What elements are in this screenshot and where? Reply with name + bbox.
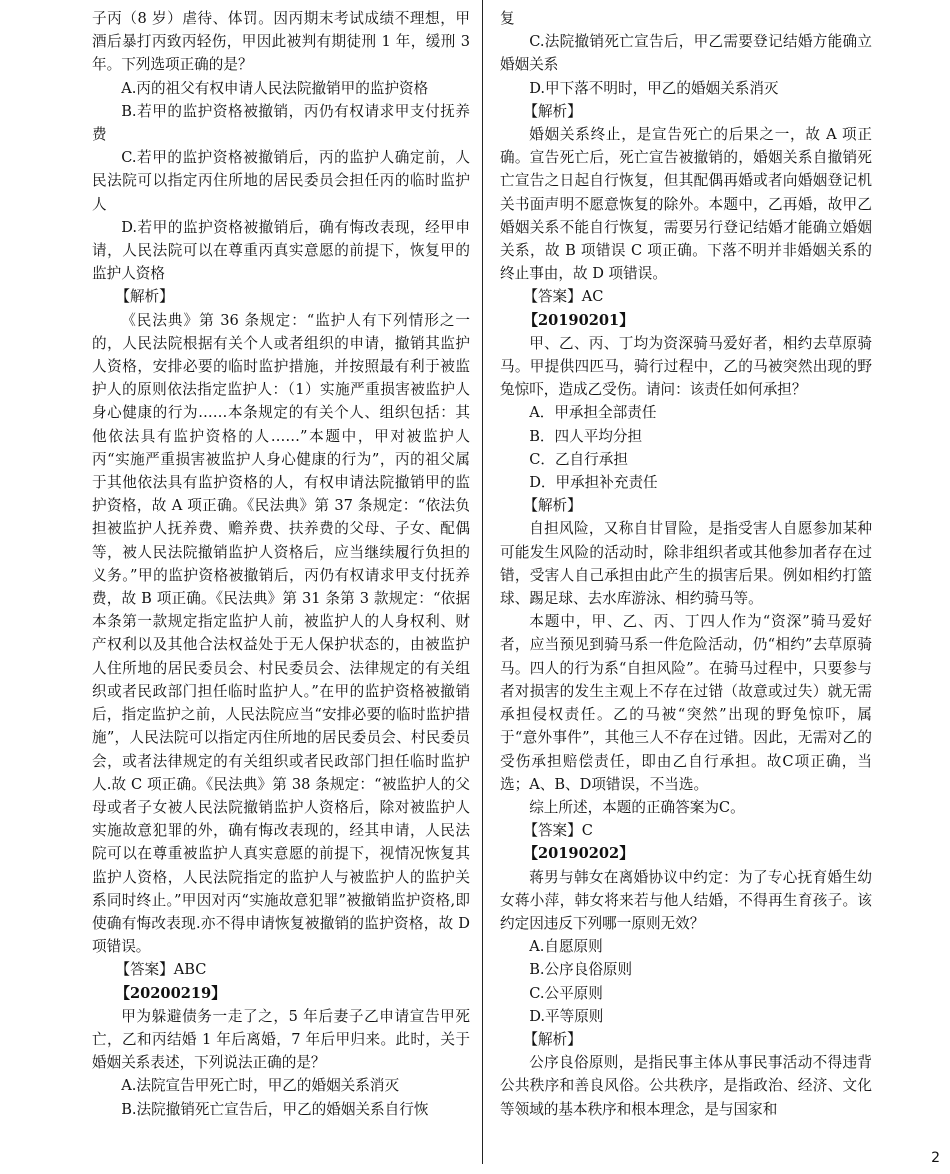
analysis-text: 本题中，甲、乙、丙、丁四人作为“资深”骑马爱好者，应当预见到骑马系一件危险活动，仍“相约”去草原骑马。四人的行为系“自担风险”。在骑马过程中，只要参与者对损害的发生主观上不存在过错（故意或过失）就无需承担侵权责任。乙的马被“突然”出现的野兔惊吓，属于“意外事件”，其他三人不存在过错。因此，无需对乙的受伤承担赔偿责任，即由乙自行承担。故C项正确，当选；A、B、D项错误，不当选。 xyxy=(500,613,872,793)
analysis-text: 婚姻关系终止，是宣告死亡的后果之一，故 A 项正确。宣告死亡后，死亡宣告被撤销的，婚姻关系自撤销死亡宣告之日起自行恢复，但其配偶再婚或者向婚姻登记机关书面声明不愿意恢复的除外。本题中，乙再婚，故甲乙婚姻关系不能自行恢复，需要另行登记结婚才能确立婚姻关系，故 B 项错误 C 项正确。下落不明并非婚姻关系的终止事由，故 D 项错误。 xyxy=(500,126,872,283)
option-c: C.法院撤销死亡宣告后，甲乙需要登记结婚方能确立婚姻关系 xyxy=(500,33,872,74)
analysis-label: 【解析】 xyxy=(523,102,582,120)
option-d: D．甲承担补充责任 xyxy=(529,474,658,492)
option-b: B.若甲的监护资格被撤销，丙仍有权请求甲支付抚养费 xyxy=(92,102,470,144)
option-a: A．甲承担全部责任 xyxy=(529,404,657,422)
option-d: D.甲下落不明时，甲乙的婚姻关系消灭 xyxy=(529,79,779,97)
question-continuation: 子丙（8 岁）虐待、体罚。因丙期末考试成绩不理想，甲酒后暴打丙致丙轻伤，甲因此被判有期徒刑 1 年，缓刑 3 年。下列选项正确的是？ xyxy=(92,10,470,74)
analysis-text: 自担风险，又称自甘冒险，是指受害人自愿参加某种可能发生风险的活动时，除非组织者或其他参加者存在过错，受害人自己承担由此产生的损害后果。例如相约打篮球、踢足球、去水库游泳、相约骑马等。 xyxy=(500,520,872,608)
answer-label: 【答案】C xyxy=(523,822,593,840)
option-b: B．四人平均分担 xyxy=(529,427,643,445)
option-c: C.公平原则 xyxy=(529,984,603,1002)
column-divider xyxy=(482,0,483,1164)
answer-label: 【答案】AC xyxy=(523,288,604,306)
answer-label: 【答案】ABC xyxy=(115,961,207,979)
question-stem: 甲为躲避债务一走了之，5 年后妻子乙申请宣告甲死亡，乙和丙结婚 1 年后离婚，7 年后甲归来。此时，关于婚姻关系表述，下列说法正确的是？ xyxy=(92,1007,470,1072)
option-b: B.公序良俗原则 xyxy=(529,961,633,979)
option-c: C.若甲的监护资格被撤销后，丙的监护人确定前，人民法院可以指定丙住所地的居民委员会担任丙的临时监护人 xyxy=(92,149,470,213)
option-continuation: 复 xyxy=(500,10,515,27)
page-number: 2 xyxy=(931,1150,940,1166)
left-column xyxy=(92,7,470,1121)
question-id: 【20200219】 xyxy=(115,984,226,1002)
option-c: C．乙自行承担 xyxy=(529,450,628,468)
analysis-label: 【解析】 xyxy=(523,497,582,515)
right-column xyxy=(500,7,872,1121)
analysis-conclusion: 综上所述，本题的正确答案为C。 xyxy=(529,798,745,816)
question-id: 【20190201】 xyxy=(523,311,634,329)
question-id: 【20190202】 xyxy=(523,845,634,863)
option-a: A.丙的祖父有权申请人民法院撤销甲的监护资格 xyxy=(121,79,429,97)
analysis-label: 【解析】 xyxy=(523,1030,582,1048)
question-stem: 蒋男与韩女在离婚协议中约定：为了专心抚育婚生幼女蒋小萍，韩女将来若与他人结婚，不得再生育孩子。该约定因违反下列哪一原则无效？ xyxy=(500,868,872,932)
analysis-text: 《民法典》第 36 条规定：“监护人有下列情形之一的，人民法院根据有关个人或者组织的申请，撤销其监护人资格，安排必要的临时监护措施，并按照最有利于被监护人的原则依法指定监护人：（1）实施严重损害被监护人身心健康的行为……本条规定的有关个人、组织包括：其他依法具有监护资格的人……”本题中，甲对被监护人丙“实施严重损害被监护人身心健康的行为”，丙的祖父属于其他依法具有监护资格的人，有权申请法院撤销甲的监护资格，故 A 项正确。《民法典》第 37 条规定：“依法负担被监护人抚养费、赡养费、扶养费的父母、子女、配偶等，被人民法院撤销监护人资格后，应当继续履行负担的义务。”甲的监护资格被撤销后，丙仍有权请求甲支付抚养费，故 B 项正确。《民法典》第 31 条第 3 款规定：“依据本条第一款规定指定监护人前，被监护人的人身权利、财产权利以及其他合法权益处于无人保护状态的，由被监护人住所地的居民委员会、村民委员会、法律规定的有关组织或者民政部门担任临时监护人。”在甲的监护资格被撤销后，指定监护之前，人民法院应当“安排必要的临时监护措施”，人民法院可以指定丙住所地的居民委员会、村民委员会，或者法律规定的有关组织或者民政部门担任临时监护人.故 C 项正确。《民法典》第 38 条规定：“被监护人的父母或者子女被人民法院撤销监护人资格后，除对被监护人实施故意犯罪的外，确有悔改表现的，经其申请，人民法院可以在尊重被监护人真实意愿的前提下，视情况恢复其监护人资格，人民法院指定的监护人与被监护人的监护关系同时终止。”甲因对丙“实施故意犯罪”被撤销监护资格,即使确有悔改表现.亦不得申请恢复被撤销的监护资格，故 D 项错误。 xyxy=(92,311,470,956)
option-b: B.法院撤销死亡宣告后，甲乙的婚姻关系自行恢 xyxy=(121,1100,429,1118)
option-a: A.法院宣告甲死亡时，甲乙的婚姻关系消灭 xyxy=(121,1077,400,1095)
option-d: D.若甲的监护资格被撤销后，确有悔改表现，经甲申请，人民法院可以在尊重丙真实意愿的前提下，恢复甲的监护人资格 xyxy=(92,218,470,283)
question-stem: 甲、乙、丙、丁均为资深骑马爱好者，相约去草原骑马。甲提供四匹马，骑行过程中，乙的马被突然出现的野兔惊吓，造成乙受伤。请问：该责任如何承担？ xyxy=(500,334,872,399)
option-a: A.自愿原则 xyxy=(529,938,603,956)
analysis-label: 【解析】 xyxy=(115,288,174,306)
option-d: D.平等原则 xyxy=(529,1007,604,1025)
analysis-text: 公序良俗原则，是指民事主体从事民事活动不得违背公共秩序和善良风俗。公共秩序，是指政治、经济、文化等领域的基本秩序和根本理念，是与国家和 xyxy=(500,1054,872,1118)
